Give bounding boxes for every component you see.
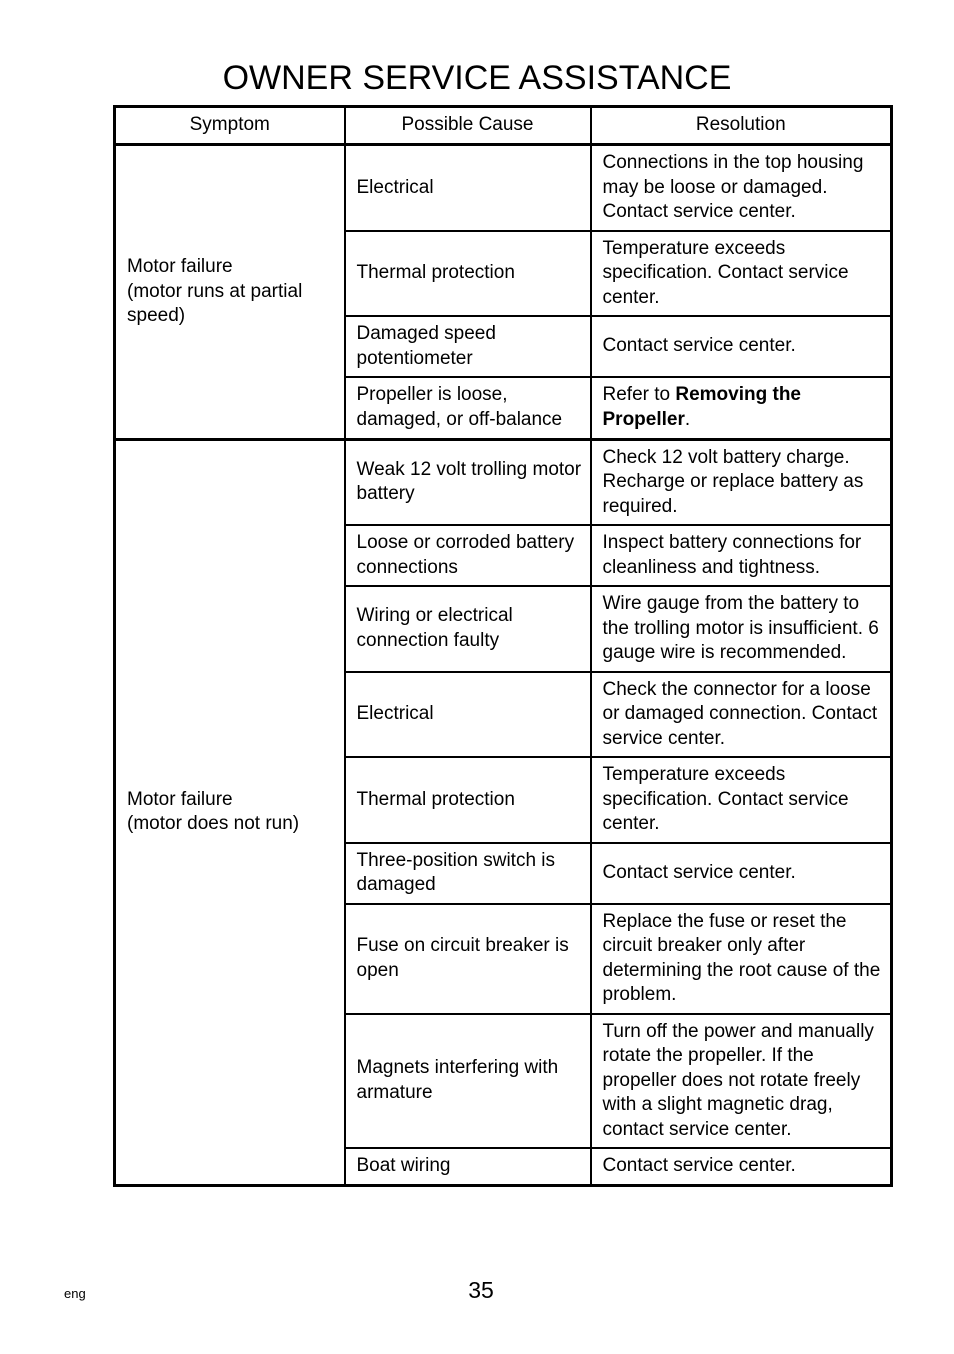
header-possible-cause: Possible Cause — [345, 107, 591, 145]
symptom-text: Motor failure — [127, 788, 233, 810]
table-header-row — [115, 107, 892, 145]
cause-cell: Thermal protection — [345, 231, 591, 317]
resolution-cell: Turn off the power and manually rotate the propeller. If the propeller does not rotate freely with a slight magnetic drag, contact service center. — [591, 1014, 892, 1149]
page-number: 35 — [468, 1277, 494, 1303]
troubleshooting-table — [113, 105, 893, 1187]
cause-cell: Three-position switch is damaged — [345, 843, 591, 904]
resolution-cell: Inspect battery connections for cleanliness and tightness. — [591, 525, 892, 586]
cause-cell: Loose or corroded battery connections — [345, 525, 591, 586]
resolution-cell: Connections in the top housing may be loose or damaged. Contact service center. — [591, 145, 892, 231]
resolution-cell: Contact service center. — [591, 843, 892, 904]
language-code: eng — [64, 1286, 86, 1301]
section-reference: Removing the Propeller — [602, 384, 801, 430]
resolution-cell: Replace the fuse or reset the circuit breaker only after determining the root cause of the problem. — [591, 904, 892, 1014]
cause-cell: Propeller is loose, damaged, or off-balance — [345, 377, 591, 439]
symptom-text: speed) — [127, 305, 186, 326]
header-symptom: Symptom — [115, 107, 345, 145]
cause-cell: Thermal protection — [345, 757, 591, 843]
symptom-text: (motor runs at partial — [127, 280, 303, 302]
page-title: OWNER SERVICE ASSISTANCE — [222, 59, 732, 97]
resolution-cell: Check the connector for a loose or damaged connection. Contact service center. — [591, 672, 892, 758]
table-row — [115, 439, 892, 525]
resolution-cell: Wire gauge from the battery to the trolling motor is insufficient. 6 gauge wire is recommended. — [591, 586, 892, 672]
resolution-cell: Check 12 volt battery charge. Recharge or replace battery as required. — [591, 439, 892, 525]
symptom-cell — [115, 439, 345, 1185]
cause-cell: Electrical — [345, 672, 591, 758]
cause-cell: Weak 12 volt trolling motor battery — [345, 439, 591, 525]
resolution-text: Refer to — [602, 384, 676, 406]
symptom-text: Motor failure — [127, 256, 233, 277]
cause-cell: Wiring or electrical connection faulty — [345, 586, 591, 672]
cause-cell: Damaged speed potentiometer — [345, 316, 591, 377]
resolution-cell: Temperature exceeds specification. Contact service center. — [591, 757, 892, 843]
resolution-cell — [591, 377, 892, 439]
symptom-cell — [115, 145, 345, 440]
header-resolution: Resolution — [591, 107, 892, 145]
symptom-text: (motor does not run) — [127, 813, 300, 834]
resolution-text: . — [684, 408, 691, 430]
resolution-cell: Temperature exceeds specification. Contact service center. — [591, 231, 892, 317]
resolution-cell: Contact service center. — [591, 1148, 892, 1185]
resolution-cell: Contact service center. — [591, 316, 892, 377]
cause-cell: Boat wiring — [345, 1148, 591, 1185]
table-row — [115, 145, 892, 231]
cause-cell: Fuse on circuit breaker is open — [345, 904, 591, 1014]
cause-cell: Magnets interfering with armature — [345, 1014, 591, 1149]
cause-cell: Electrical — [345, 145, 591, 231]
